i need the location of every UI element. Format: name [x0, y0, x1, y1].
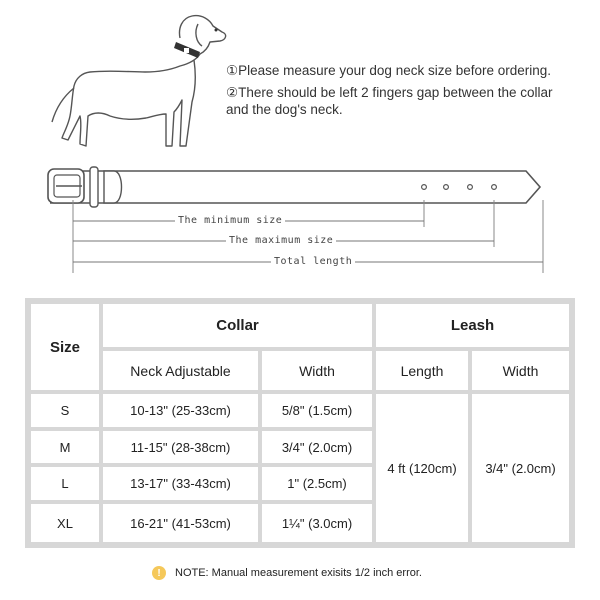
row-size: L — [31, 467, 99, 500]
info-icon: ! — [152, 566, 166, 580]
row-neck: 13-17" (33-43cm) — [103, 467, 258, 500]
instruction-measure: ①Please measure your dog neck size before ordering. — [226, 63, 552, 78]
leash-length-value: 4 ft (120cm) — [376, 394, 468, 542]
row-width: 5/8" (1.5cm) — [262, 394, 372, 427]
collar-hole — [422, 185, 427, 190]
col-neck-adjustable: Neck Adjustable — [103, 351, 258, 390]
row-neck: 11-15" (28-38cm) — [103, 431, 258, 463]
row-width: 1" (2.5cm) — [262, 467, 372, 500]
row-size: S — [31, 394, 99, 427]
row-size: M — [31, 431, 99, 463]
total-length-label: Total length — [271, 256, 355, 268]
collar-hole — [468, 185, 473, 190]
collar-hole — [492, 185, 497, 190]
dog-illustration — [50, 8, 240, 158]
collar-hole — [444, 185, 449, 190]
row-neck: 16-21" (41-53cm) — [103, 504, 258, 542]
instruction-gap: ②There should be left 2 fingers gap between the collar and the dog's neck. — [226, 85, 553, 117]
note-text: NOTE: Manual measurement exisits 1/2 inch error. — [175, 567, 422, 579]
row-width: 3/4" (2.0cm) — [262, 431, 372, 463]
size-header: Size — [31, 304, 99, 390]
row-width: 1¼" (3.0cm) — [262, 504, 372, 542]
col-leash-width: Width — [472, 351, 569, 390]
size-table — [25, 298, 575, 548]
row-neck: 10-13" (25-33cm) — [103, 394, 258, 427]
collar-header: Collar — [103, 304, 372, 347]
leash-header: Leash — [376, 304, 569, 347]
row-size: XL — [31, 504, 99, 542]
leash-width-value: 3/4" (2.0cm) — [472, 394, 569, 542]
minimum-size-label: The minimum size — [175, 215, 285, 227]
col-leash-length: Length — [376, 351, 468, 390]
maximum-size-label: The maximum size — [226, 235, 336, 247]
col-collar-width: Width — [262, 351, 372, 390]
note — [152, 566, 422, 580]
